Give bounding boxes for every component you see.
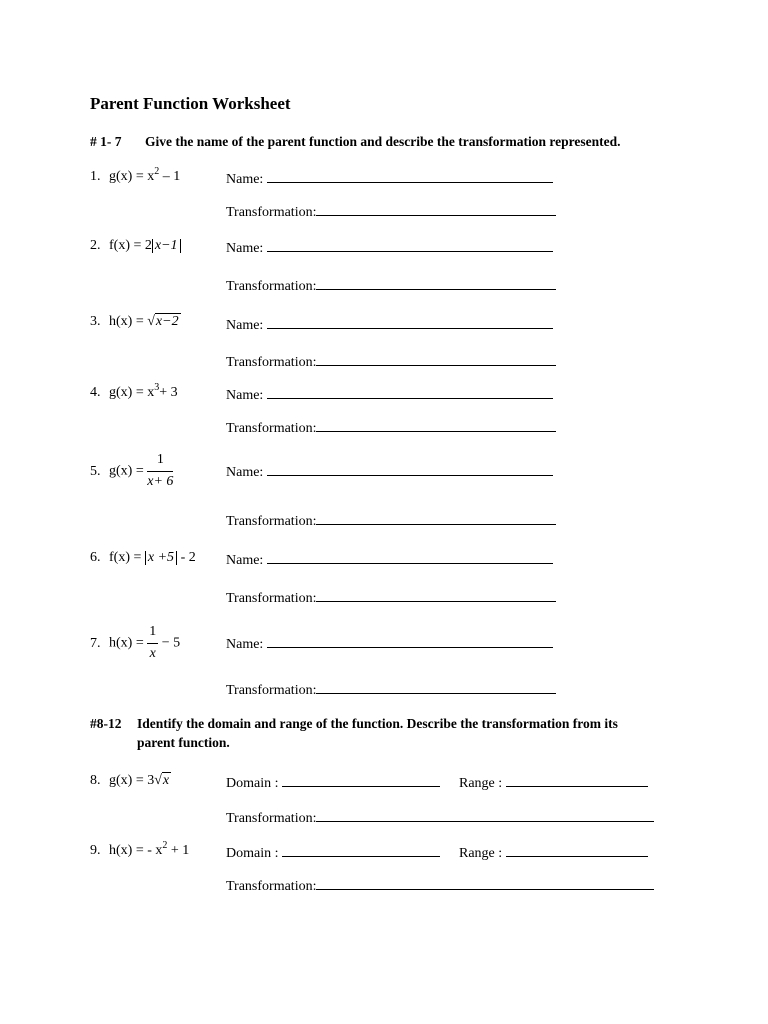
problem-9-expression: 9. h(x) = - $x^2 + 1$: [90, 840, 190, 858]
section-2-instruction-line-1: Identify the domain and range of the function. Describe the transformation from its: [137, 716, 618, 731]
section-2-number: #8-12: [90, 716, 122, 731]
problem-8-expression: 8. g(x) = 3√x: [90, 773, 170, 788]
problem-9-range-blank[interactable]: [506, 844, 648, 857]
problem-8-transformation-field[interactable]: Transformation:: [226, 809, 654, 826]
problem-6-name-blank[interactable]: [267, 551, 553, 564]
section-1-number: # 1- 7: [90, 134, 122, 149]
problem-8-range-blank[interactable]: [506, 774, 648, 787]
fraction: $\frac{1}{x}$: [149, 624, 157, 661]
problem-3-transformation-field[interactable]: Transformation:: [226, 353, 556, 370]
problem-6-expression: 6. f(x) = x +5 - 2: [90, 550, 196, 565]
problem-1-name-field[interactable]: Name:: [226, 170, 553, 187]
problem-4-transformation-blank[interactable]: [316, 419, 556, 432]
problem-9-transformation-field[interactable]: Transformation:: [226, 877, 654, 894]
problem-9-domain-blank[interactable]: [282, 844, 440, 857]
problem-1-name-blank[interactable]: [267, 170, 553, 183]
problem-4-expression: 4. $g(x) = x^3+ 3$: [90, 382, 178, 400]
problem-8-range-field[interactable]: Range :: [459, 774, 648, 791]
problem-9-transformation-blank[interactable]: [316, 877, 654, 890]
problem-2-transformation-blank[interactable]: [316, 277, 556, 290]
radical-sign: √x−2: [147, 314, 179, 329]
section-1-instruction: Give the name of the parent function and describe the transformation represented.: [145, 134, 621, 149]
problem-7-transformation-field[interactable]: Transformation:: [226, 681, 556, 698]
problem-7-expression: 7. h(x) = $\frac{1}{x}$ − 5: [90, 624, 181, 661]
problem-2-expression: 2. f(x) = 2 x−1: [90, 239, 181, 253]
problem-5-name-blank[interactable]: [267, 463, 553, 476]
problem-3-transformation-blank[interactable]: [316, 353, 556, 366]
problem-1-transformation-blank[interactable]: [316, 203, 556, 216]
problem-4-name-field[interactable]: Name:: [226, 386, 553, 403]
problem-1-transformation-field[interactable]: Transformation:: [226, 203, 556, 220]
problem-6-transformation-blank[interactable]: [316, 589, 556, 602]
problem-3-name-blank[interactable]: [267, 316, 553, 329]
problem-6-transformation-field[interactable]: Transformation:: [226, 589, 556, 606]
problem-5-transformation-blank[interactable]: [316, 512, 556, 525]
problem-9-domain-field[interactable]: Domain :: [226, 844, 440, 861]
problem-8-domain-blank[interactable]: [282, 774, 440, 787]
radical-sign: √x: [154, 773, 170, 788]
problem-5-name-field[interactable]: Name:: [226, 463, 553, 480]
problem-7-name-blank[interactable]: [267, 635, 553, 648]
problem-4-transformation-field[interactable]: Transformation:: [226, 419, 556, 436]
problem-3-expression: 3. h(x) = √x−2: [90, 314, 179, 329]
problem-5-expression: 5. g(x) = $\frac{1}{x+ 6}$: [90, 452, 174, 489]
problem-2-name-field[interactable]: Name:: [226, 239, 553, 256]
problem-2-transformation-field[interactable]: Transformation:: [226, 277, 556, 294]
problem-2-name-blank[interactable]: [267, 239, 553, 252]
problem-4-name-blank[interactable]: [267, 386, 553, 399]
fraction: $\frac{1}{x+ 6}$: [147, 452, 174, 489]
problem-5-transformation-field[interactable]: Transformation:: [226, 512, 556, 529]
problem-8-transformation-blank[interactable]: [316, 809, 654, 822]
problem-8-domain-field[interactable]: Domain :: [226, 774, 440, 791]
problem-9-range-field[interactable]: Range :: [459, 844, 648, 861]
problem-7-name-field[interactable]: Name:: [226, 635, 553, 652]
page-title: Parent Function Worksheet: [90, 94, 291, 113]
problem-3-name-field[interactable]: Name:: [226, 316, 553, 333]
problem-7-transformation-blank[interactable]: [316, 681, 556, 694]
problem-1-expression: 1. $g(x) = x^2 - 1$: [90, 166, 181, 184]
section-2-instruction-line-2: parent function.: [137, 735, 230, 750]
problem-6-name-field[interactable]: Name:: [226, 551, 553, 568]
